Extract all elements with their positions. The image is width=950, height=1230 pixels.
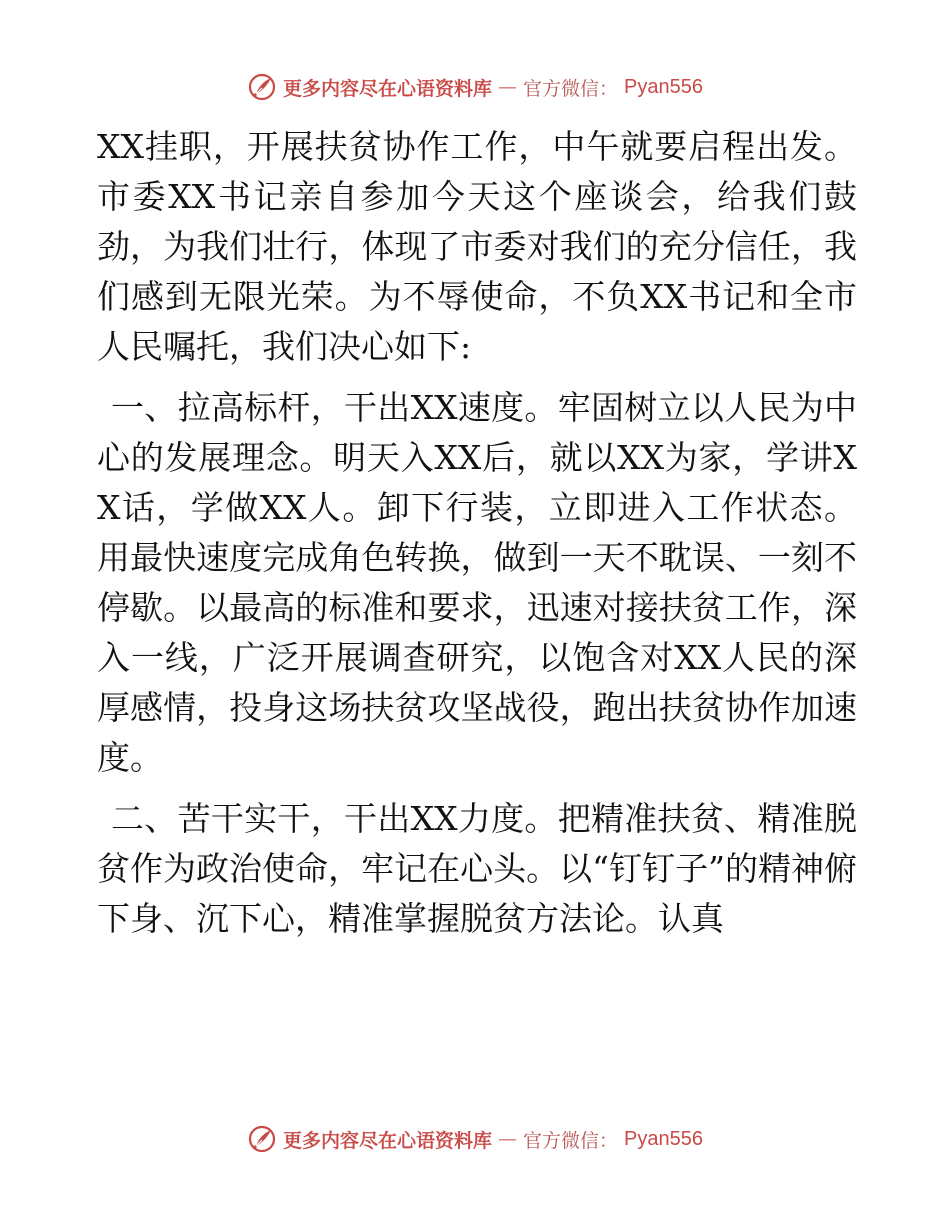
banner-wechat-label: 官方微信： — [523, 1129, 619, 1152]
feather-pen-logo-icon — [247, 1124, 277, 1154]
banner-separator: — — [498, 76, 518, 98]
page-header-banner — [0, 72, 950, 102]
banner-slogan: 更多内容尽在心语资料库 — [283, 77, 493, 100]
banner-wechat-id: Pyan556 — [624, 75, 703, 98]
paragraph-intro: XX挂职，开展扶贫协作工作，中午就要启程出发。市委XX书记亲自参加今天这个座谈会，给我们鼓劲，为我们壮行，体现了市委对我们的充分信任，我们感到无限光荣。为不辱使命，不负XX书记和全市人民嘱托，我们决心如下: — [97, 127, 857, 366]
document-body — [97, 122, 857, 944]
banner-separator: — — [498, 1128, 518, 1150]
feather-pen-logo-icon — [247, 72, 277, 102]
page-footer-banner — [0, 1124, 950, 1154]
paragraph-section-two: 二、苦干实干，干出XX力度。把精准扶贫、精准脱贫作为政治使命，牢记在心头。以“钉钉子”的精神俯下身、沉下心，精准掌握脱贫方法论。认真 — [97, 799, 857, 938]
banner-wechat-label: 官方微信： — [523, 77, 619, 100]
banner-slogan: 更多内容尽在心语资料库 — [283, 1129, 493, 1152]
paragraph-section-one: 一、拉高标杆，干出XX速度。牢固树立以人民为中心的发展理念。明天入XX后，就以XX为家，学讲XX话，学做XX人。卸下行装，立即进入工作状态。用最快速度完成角色转换，做到一天不耽误、一刻不停歇。以最高的标准和要求，迅速对接扶贫工作，深入一线，广泛开展调查研究，以饱含对XX人民的深厚感情，投身这场扶贫攻坚战役，跑出扶贫协作加速度。 — [97, 388, 857, 777]
banner-wechat-id: Pyan556 — [624, 1127, 703, 1150]
